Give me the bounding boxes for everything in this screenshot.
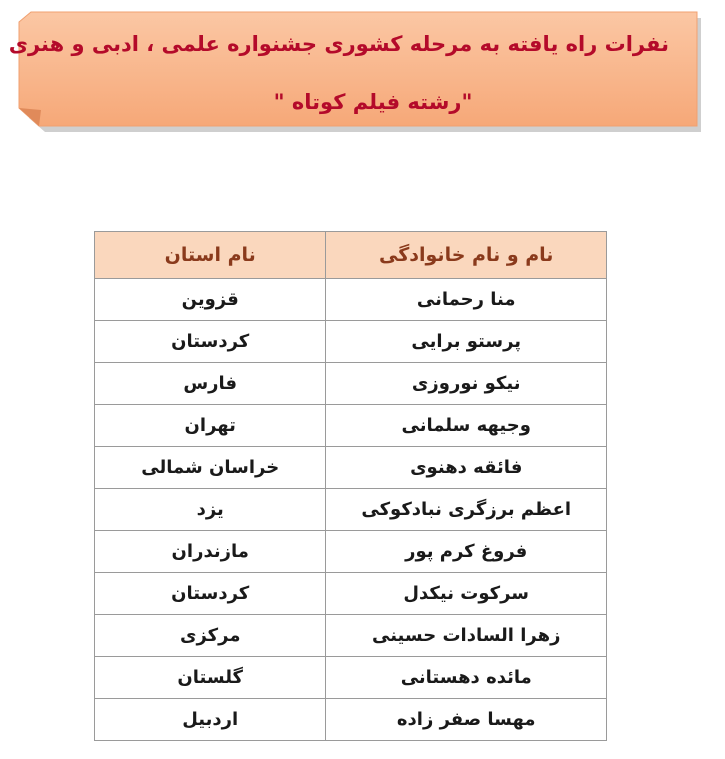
cell-name: سرکوت نیکدل (326, 573, 607, 615)
table-row (95, 531, 607, 573)
cell-province: گلستان (95, 657, 326, 699)
banner-shape (8, 10, 705, 134)
cell-name: زهرا السادات حسینی (326, 615, 607, 657)
cell-name: نیکو نوروزی (326, 363, 607, 405)
cell-name: فروغ کرم پور (326, 531, 607, 573)
cell-name: منا رحمانی (326, 279, 607, 321)
cell-name: وجیهه سلمانی (326, 405, 607, 447)
cell-name: پرستو برایی (326, 321, 607, 363)
table-row (95, 321, 607, 363)
table-row (95, 489, 607, 531)
cell-province: فارس (95, 363, 326, 405)
cell-province: مرکزی (95, 615, 326, 657)
cell-province: یزد (95, 489, 326, 531)
banner-title-line1: نفرات راه یافته به مرحله کشوری جشنواره علمی ، ادبی و هنری (8, 32, 669, 56)
table-row (95, 405, 607, 447)
cell-province: تهران (95, 405, 326, 447)
header-name: نام و نام خانوادگی (326, 232, 607, 279)
cell-name: مهسا صفر زاده (326, 699, 607, 741)
cell-province: کردستان (95, 321, 326, 363)
cell-province: قزوین (95, 279, 326, 321)
cell-province: خراسان شمالی (95, 447, 326, 489)
table-row (95, 657, 607, 699)
title-banner (8, 10, 705, 134)
header-province: نام استان (95, 232, 326, 279)
header-row (95, 232, 607, 279)
cell-province: مازندران (95, 531, 326, 573)
table-row (95, 615, 607, 657)
cell-province: کردستان (95, 573, 326, 615)
winners-table (94, 231, 607, 741)
table-row (95, 279, 607, 321)
table-row (95, 447, 607, 489)
cell-name: اعظم برزگری نبادکوکی (326, 489, 607, 531)
cell-name: فائقه دهنوی (326, 447, 607, 489)
banner-title-line2: "رشته فیلم کوتاه " (273, 90, 473, 114)
cell-province: اردبیل (95, 699, 326, 741)
cell-name: مائده دهستانی (326, 657, 607, 699)
table-row (95, 573, 607, 615)
table-row (95, 699, 607, 741)
table-row (95, 363, 607, 405)
